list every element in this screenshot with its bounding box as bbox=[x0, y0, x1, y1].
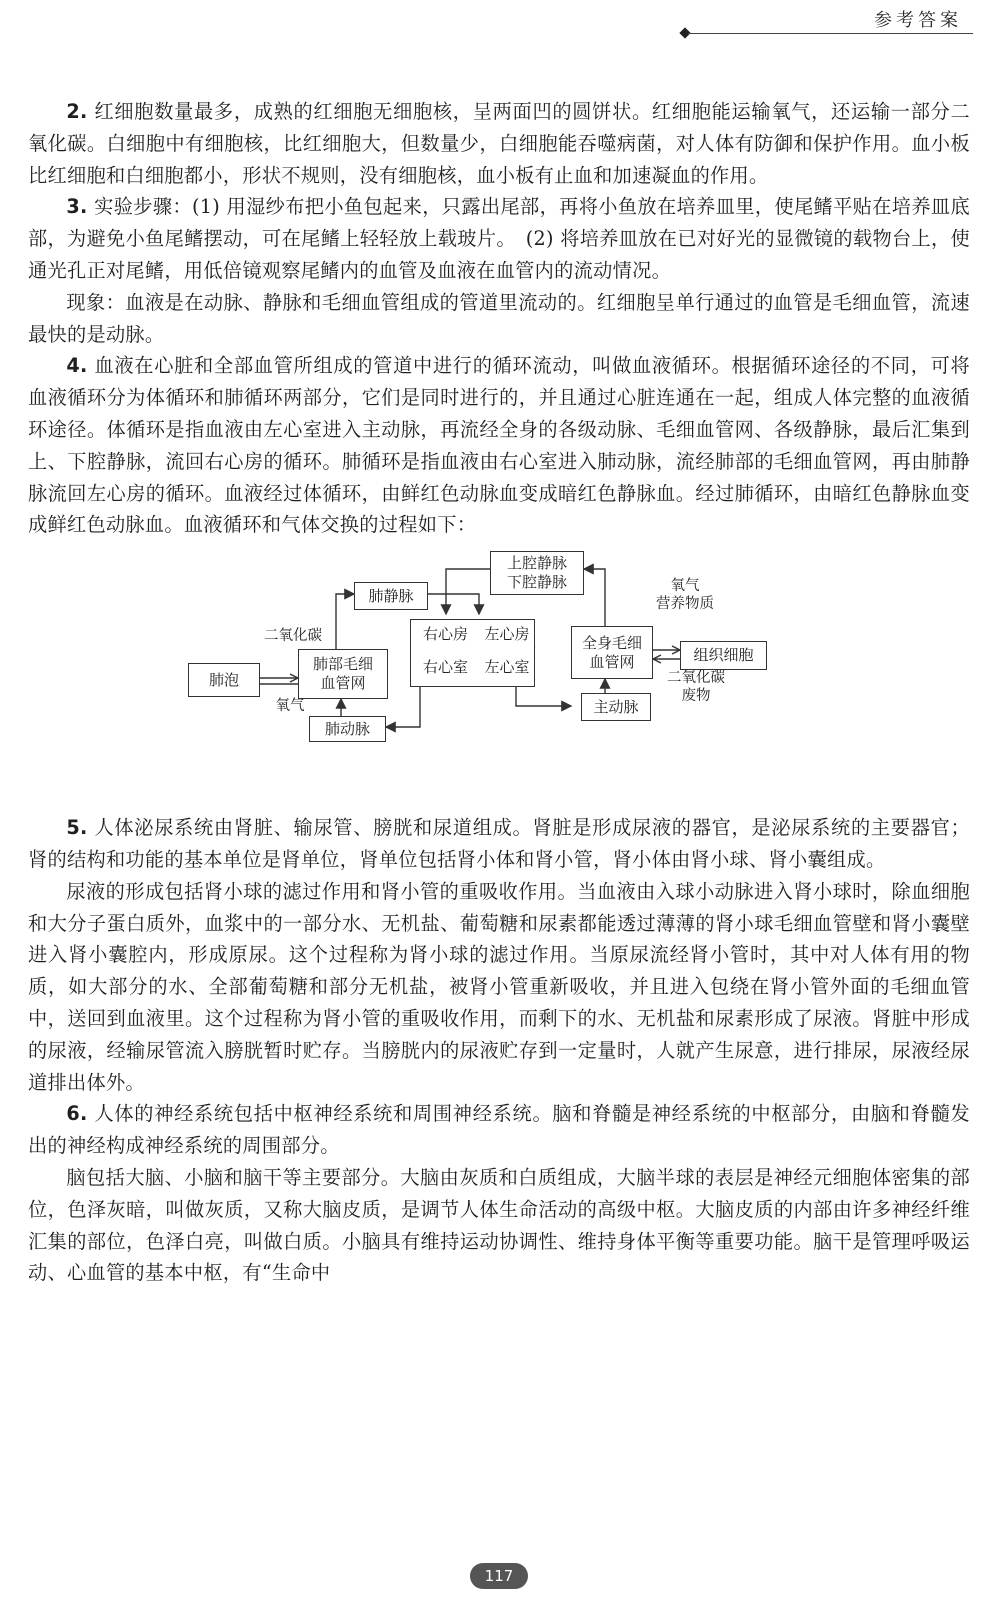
paragraph-3-phenomenon bbox=[28, 287, 970, 351]
item-number: 5. bbox=[66, 816, 88, 840]
paragraph-text: 实验步骤：(1) 用湿纱布把小鱼包起来，只露出尾部，再将小鱼放在培养皿里，使尾鳍平贴在培养皿底部，为避免小鱼尾鳍摆动，可在尾鳍上轻轻放上载玻片。 (2) 将培养皿放在已对好光的显微镜的载物台上，使通光孔正对尾鳍，用低倍镜观察尾鳍内的血管及血液在血管内的流动情况。 bbox=[28, 195, 970, 282]
paragraph-text: 血液在心脏和全部血管所组成的管道中进行的循环流动，叫做血液循环。根据循环途径的不同，可将血液循环分为体循环和肺循环两部分，它们是同时进行的，并且通过心脏连通在一起，组成人体完整的血液循环途径。体循环是指血液由左心室进入主动脉，再流经全身的各级动脉、毛细血管网、各级静脉，最后汇集到上、下腔静脉，流回右心房的循环。肺循环是指血液由右心室进入肺动脉，流经肺部的毛细血管网，再由肺静脉流回左心房的循环。血液经过体循环，由鲜红色动脉血变成暗红色静脉血。经过肺循环，由暗红色静脉血变成鲜红色动脉血。血液循环和气体交换的过程如下： bbox=[28, 354, 970, 537]
lung-capillaries-box: 肺部毛细 血管网 bbox=[298, 649, 388, 699]
paragraph-6 bbox=[28, 1098, 970, 1162]
aorta-box: 主动脉 bbox=[581, 693, 651, 721]
vena-cava-box: 上腔静脉 下腔静脉 bbox=[490, 551, 584, 595]
paragraph-3 bbox=[28, 191, 970, 286]
page-number: 117 bbox=[470, 1563, 528, 1589]
paragraph-5 bbox=[28, 812, 970, 876]
item-number: 6. bbox=[66, 1102, 88, 1126]
paragraph-4 bbox=[28, 350, 970, 541]
paragraph-5-urine bbox=[28, 876, 970, 1099]
body-capillaries-box: 全身毛细 血管网 bbox=[571, 626, 653, 679]
paragraph-text: 尿液的形成包括肾小球的滤过作用和肾小管的重吸收作用。当血液由入球小动脉进入肾小球时，除血细胞和大分子蛋白质外，血浆中的一部分水、无机盐、葡萄糖和尿素都能透过薄薄的肾小球毛细血管壁和肾小囊壁进入肾小囊腔内，形成原尿。这个过程称为肾小球的滤过作用。当原尿流经肾小管时，其中对人体有用的物质，如大部分的水、全部葡萄糖和部分无机盐，被肾小管重新吸收，并且进入包绕在肾小管外面的毛细血管中，送回到血液里。这个过程称为肾小管的重吸收作用，而剩下的水、无机盐和尿素形成了尿液。肾脏中形成的尿液，经输尿管流入膀胱暂时贮存。当膀胱内的尿液贮存到一定量时，人就产生尿意，进行排尿，尿液经尿道排出体外。 bbox=[28, 879, 970, 1094]
blood-circulation-diagram bbox=[28, 551, 970, 806]
paragraph-text: 红细胞数量最多，成熟的红细胞无细胞核，呈两面凹的圆饼状。红细胞能运输氧气，还运输一部分二氧化碳。白细胞中有细胞核，比红细胞大，但数量少，白细胞能吞噬病菌，对人体有防御和保护作用。血小板比红细胞和白细胞都小，形状不规则，没有细胞核，血小板有止血和加速凝血的作用。 bbox=[28, 100, 970, 187]
o2-label-lungs: 氧气 bbox=[275, 698, 305, 715]
paragraph-6-brain bbox=[28, 1162, 970, 1289]
pulmonary-vein-box: 肺静脉 bbox=[354, 582, 428, 610]
right-atrium-box: 右心房 bbox=[410, 619, 480, 648]
item-number: 4. bbox=[66, 354, 88, 378]
pulmonary-artery-box: 肺动脉 bbox=[309, 716, 386, 742]
page-header bbox=[0, 0, 996, 45]
o2-nutrients-label: 氧气 营养物质 bbox=[656, 578, 714, 613]
tissue-cells-box: 组织细胞 bbox=[680, 641, 767, 670]
left-atrium-box: 左心房 bbox=[480, 619, 535, 648]
paragraph-text: 现象：血液是在动脉、静脉和毛细血管组成的管道里流动的。红细胞呈单行通过的血管是毛细血管，流速最快的是动脉。 bbox=[28, 290, 970, 346]
paragraph-text: 人体泌尿系统由肾脏、输尿管、膀胱和尿道组成。肾脏是形成尿液的器官，是泌尿系统的主要器官；肾的结构和功能的基本单位是肾单位，肾单位包括肾小体和肾小管，肾小体由肾小球、肾小囊组成。 bbox=[28, 816, 970, 871]
item-number: 3. bbox=[66, 195, 88, 219]
item-number: 2. bbox=[66, 100, 88, 123]
co2-waste-label: 二氧化碳 废物 bbox=[667, 670, 725, 705]
header-rule bbox=[688, 33, 973, 34]
right-ventricle-box: 右心室 bbox=[410, 648, 480, 687]
header-title: 参考答案 bbox=[874, 10, 962, 31]
paragraph-text: 人体的神经系统包括中枢神经系统和周围神经系统。脑和脊髓是神经系统的中枢部分，由脑和脊髓发出的神经构成神经系统的周围部分。 bbox=[28, 1102, 970, 1158]
paragraph-2 bbox=[28, 96, 970, 191]
co2-label-lungs: 二氧化碳 bbox=[264, 628, 322, 645]
alveoli-box: 肺泡 bbox=[188, 663, 260, 697]
page-body bbox=[28, 96, 970, 1289]
left-ventricle-box: 左心室 bbox=[480, 648, 535, 687]
paragraph-text: 脑包括大脑、小脑和脑干等主要部分。大脑由灰质和白质组成，大脑半球的表层是神经元细胞体密集的部位，色泽灰暗，叫做灰质，又称大脑皮质，是调节人体生命活动的高级中枢。大脑皮质的内部由许多神经纤维汇集的部位，色泽白亮，叫做白质。小脑具有维持运动协调性、维持身体平衡等重要功能。脑干是管理呼吸运动、心血管的基本中枢，有“生命中 bbox=[28, 1165, 970, 1285]
